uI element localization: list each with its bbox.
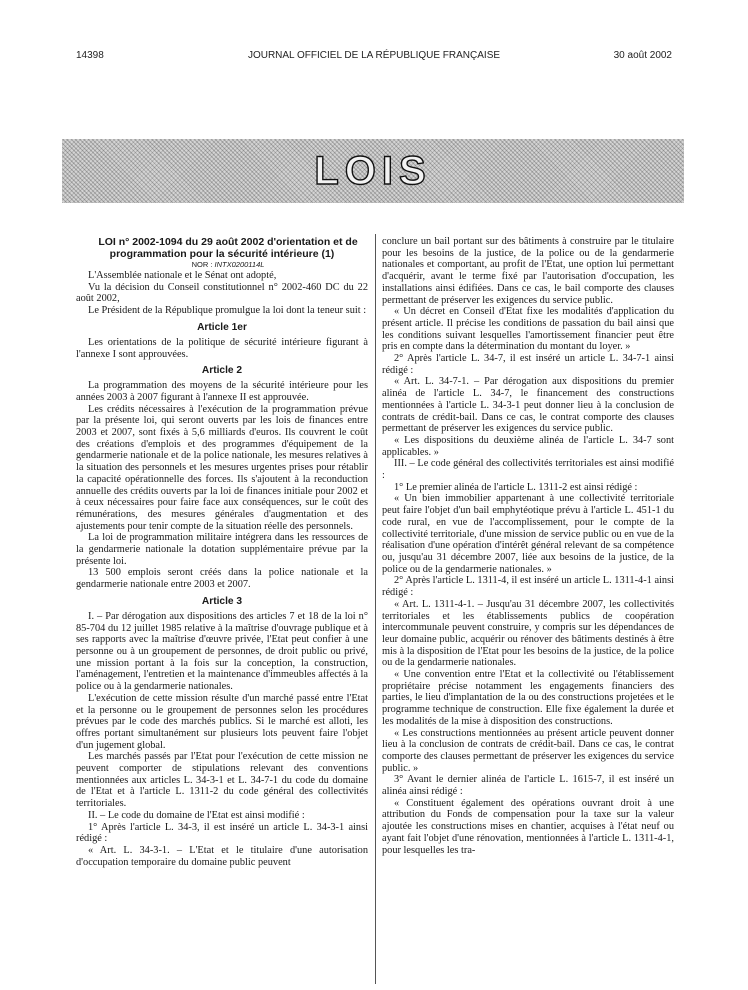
publication-date: 30 août 2002 xyxy=(613,50,672,61)
preamble-paragraph: Le Président de la République promulgue la loi dont la teneur suit : xyxy=(88,305,367,317)
article-3-heading: Article 3 xyxy=(201,595,243,607)
article-3-paragraph: II. – Le code du domaine de l'Etat est ainsi modifié : xyxy=(88,809,305,821)
body-paragraph: III. – Le code général des collectivités territoriales est ainsi modifié : xyxy=(382,458,674,482)
journal-title: JOURNAL OFFICIEL DE LA RÉPUBLIQUE FRANÇAISE xyxy=(247,50,501,61)
law-title: LOI n° 2002-1094 du 29 août 2002 d'orientation et de programmation pour la sécurité intérieure (1) xyxy=(98,236,358,260)
article-2-paragraph: La programmation des moyens de la sécurité intérieure pour les années 2003 à 2007 figurant à l'annexe II est approuvée. xyxy=(76,380,368,403)
nor-reference: NOR : INTX0200114L xyxy=(191,260,265,269)
body-paragraph: « Art. L. 1311-4-1. – Jusqu'au 31 décembre 2007, les collectivités territoriales et les établissements publics de coopération intercommunale peuvent construire, y compris sur les dépendances de leur domaine public, acquérir ou rénover des bâtiments destinés à être mis à la disposition de l'Etat pour les besoins de la justice, de la police ou de la gendarmerie nationales. xyxy=(382,598,674,669)
article-2-paragraph: Les crédits nécessaires à l'exécution de la programmation prévue par la présente loi, qui seront ouverts par les lois de finances entre 2003 et 2007, sont fixés à 5,6 milliards d'euros. Ils couvrent le coût des créations d'emplois et des programmes d'équipement de la gendarmerie nationale et de la police nationale, les mesures relatives à la situation des personnels et les mesures urgentes prises pour rétablir la capacité opérationnelle des forces. Ils s'ajoutent à la reconduction annuelle des crédits ouverts par la loi de finances initiale pour 2002 et à ceux nécessaires pour faire face aux conséquences, sur le coût des rémunérations, des mesures générales d'augmentation et des ajustements pour tenir compte de la situation réelle des personnels. xyxy=(76,403,368,532)
body-paragraph: 1° Le premier alinéa de l'article L. 1311-2 est ainsi rédigé : xyxy=(394,481,638,493)
continued-paragraph: conclure un bail portant sur des bâtiments à construire par le titulaire pour les besoins de la justice, de la police ou de la gendarmerie nationales et comportant, au profit de l'Etat, une option lui permettant d'acquérir, avant le terme fixé par l'autorisation d'occupation, les installations ainsi édifiées. Dans ce cas, le bail comporte des clauses permettant de préserver les exigences du service public. xyxy=(382,236,674,306)
section-banner xyxy=(62,139,684,203)
body-paragraph: « Un décret en Conseil d'Etat fixe les modalités d'application du présent article. Il précise les conditions de passation du bail ainsi que les conditions suivant lesquelles l'amortissement financier peut être pris en compte dans la détermination du montant du loyer. » xyxy=(382,306,674,353)
body-paragraph: « Art. L. 34-7-1. – Par dérogation aux dispositions du premier alinéa de l'article L. 34-7, le financement des constructions mentionnées à l'article L. 34-3-1 peut donner lieu à la conclusion de contrats de crédit-bail. Dans ce cas, le contrat comporte des clauses permettant de préserver les exigences du service public. xyxy=(382,376,674,435)
body-paragraph: « Constituent également des opérations ouvrant droit à une attribution du Fonds de compensation pour la taxe sur la valeur ajoutée les constructions mises en chantier, acquises à l'état neuf ou ayant fait l'objet d'une rénovation, mentionnées à l'article L. 1311-4-1, pour lesquelles les tra- xyxy=(382,797,674,856)
article-3-paragraph: 1° Après l'article L. 34-3, il est inséré un article L. 34-3-1 ainsi rédigé : xyxy=(76,821,368,845)
body-paragraph: « Un bien immobilier appartenant à une collectivité territoriale peut faire l'objet d'un bail emphytéotique prévu à l'article L. 451-1 du code rural, en vue de l'accomplissement, pour le compte de la collectivité territoriale, d'une mission de service public ou en vue de la réalisation d'une opération d'intérêt général relevant de sa compétence ou, jusqu'au 31 décembre 2007, liée aux besoins de la justice, de la police ou de la gendarmerie nationales. » xyxy=(382,493,674,575)
body-paragraph: 3° Avant le dernier alinéa de l'article L. 1615-7, il est inséré un alinéa ainsi rédigé : xyxy=(382,774,674,798)
article-2-paragraph: 13 500 emplois seront créés dans la police nationale et la gendarmerie nationale entre 2003 et 2007. xyxy=(76,567,368,591)
article-3-paragraph: L'exécution de cette mission résulte d'un marché passé entre l'Etat et la personne ou le groupement de personnes selon les procédures prévues par le code des marchés publics. Si le marché est alloti, les offres portant simultanément sur plusieurs lots peuvent faire l'objet d'un jugement global. xyxy=(76,692,368,751)
article-2-paragraph: La loi de programmation militaire intégrera dans les ressources de la gendarmerie nationale la dotation supplémentaire prévue par la présente loi. xyxy=(76,532,368,567)
article-1-heading: Article 1er xyxy=(197,321,247,333)
body-paragraph: « Une convention entre l'Etat et la collectivité ou l'établissement propriétaire précise notamment les engagements financiers des parties, le lieu d'implantation de la ou des constructions projetées et le programme technique de construction. Elle fixe également la durée et les modalités de la mise à disposition des constructions. xyxy=(382,669,674,727)
page-number: 14398 xyxy=(76,50,104,61)
body-paragraph: 2° Après l'article L. 34-7, il est inséré un article L. 34-7-1 ainsi rédigé : xyxy=(382,353,674,376)
right-column xyxy=(382,236,674,856)
section-title: LOIS xyxy=(314,149,432,193)
preamble-paragraph: Vu la décision du Conseil constitutionnel n° 2002-460 DC du 22 août 2002, xyxy=(76,281,368,305)
article-1-paragraph: Les orientations de la politique de sécurité intérieure figurant à l'annexe I sont approuvées. xyxy=(76,336,368,360)
article-3-paragraph: I. – Par dérogation aux dispositions des articles 7 et 18 de la loi n° 85-704 du 12 juillet 1985 relative à la maîtrise d'ouvrage publique et à ses rapports avec la maîtrise d'œuvre privée, l'Etat peut confier à une personne ou à un groupement de personnes, de droit public ou privé, une mission portant à la fois sur la conception, la construction, l'aménagement, l'entretien et la maintenance d'immeubles affectés à la police ou à la gendarmerie nationales. xyxy=(76,610,368,693)
body-paragraph: « Les dispositions du deuxième alinéa de l'article L. 34-7 sont applicables. » xyxy=(382,434,674,458)
preamble-paragraph: L'Assemblée nationale et le Sénat ont adopté, xyxy=(88,270,277,281)
body-paragraph: « Les constructions mentionnées au présent article peuvent donner lieu à la conclusion de contrats de crédit-bail. Dans ce cas, le contrat comporte des clauses permettant de préserver les exigences du service public. » xyxy=(382,727,674,774)
article-3-paragraph: « Art. L. 34-3-1. – L'Etat et le titulaire d'une autorisation d'occupation temporaire du domaine public peuvent xyxy=(76,844,368,868)
article-2-heading: Article 2 xyxy=(201,365,243,377)
article-3-paragraph: Les marchés passés par l'Etat pour l'exécution de cette mission ne peuvent comporter de stipulations relevant des conventions mentionnées aux articles L. 34-3-1 et L. 34-7-1 du code du domaine de l'Etat et à l'article L. 1311-2 du code général des collectivités territoriales. xyxy=(76,751,368,810)
body-paragraph: 2° Après l'article L. 1311-4, il est inséré un article L. 1311-4-1 ainsi rédigé : xyxy=(382,575,674,599)
page-header xyxy=(76,50,672,66)
left-column xyxy=(76,236,368,868)
